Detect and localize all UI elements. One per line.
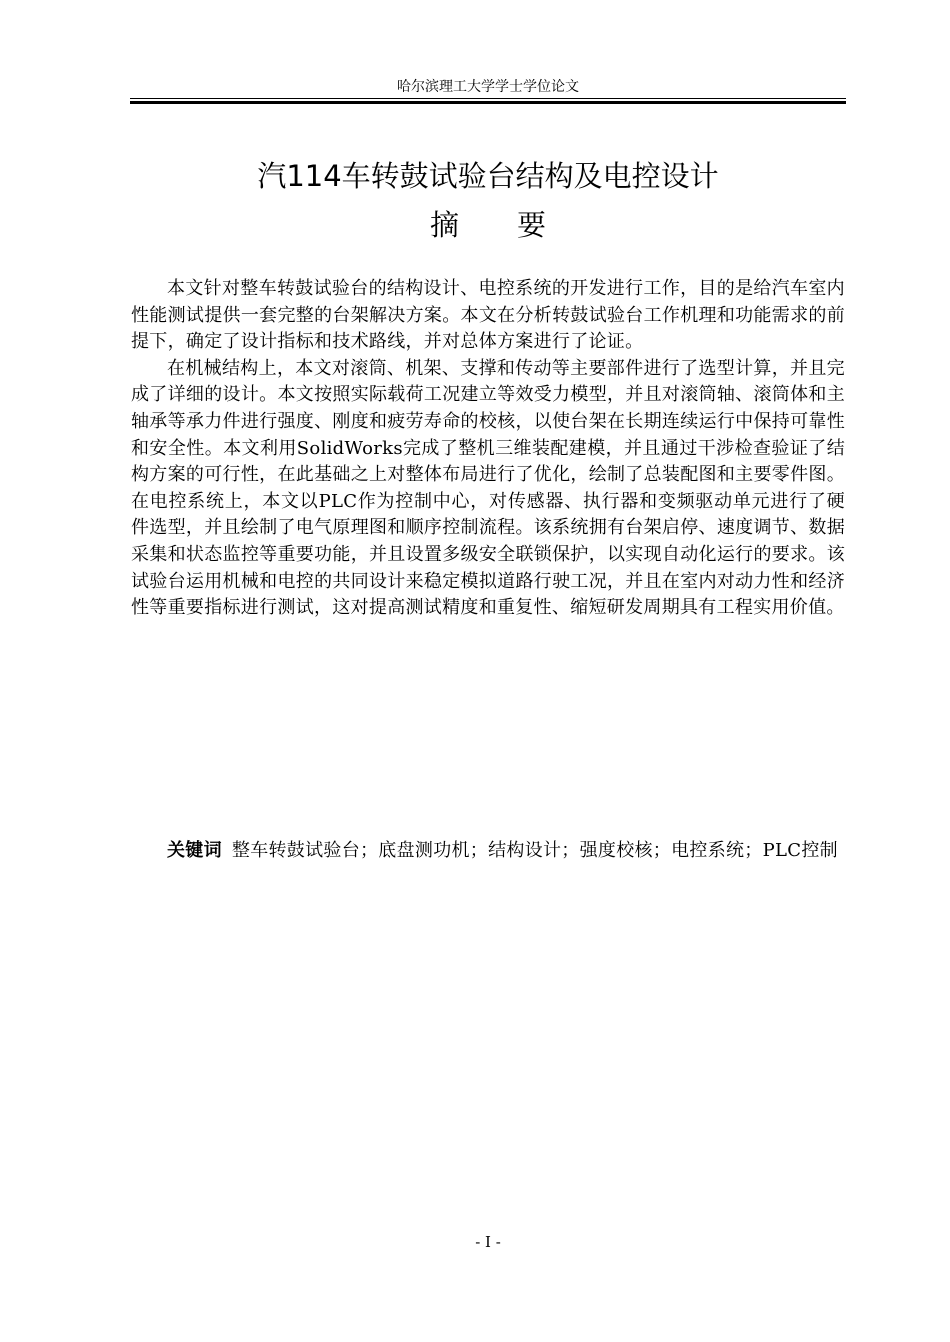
keywords-label: 关键词 — [167, 840, 222, 861]
abstract-paragraph-1: 本文针对整车转鼓试验台的结构设计、电控系统的开发进行工作，目的是给汽车室内性能测试提供一套完整的台架解决方案。本文在分析转鼓试验台工作机理和功能需求的前提下，确定了设计指标和技术路线，并对总体方案进行了论证。 — [131, 278, 845, 353]
abstract-paragraph-2: 在机械结构上，本文对滚筒、机架、支撑和传动等主要部件进行了选型计算，并且完成了详细的设计。本文按照实际载荷工况建立等效受力模型，并且对滚筒轴、滚筒体和主轴承等承力件进行强度、刚度和疲劳寿命的校核，以使台架在长期连续运行中保持可靠性和安全性。本文利用SolidWorks完成了整机三维装配建模，并且通过干涉检查验证了结构方案的可行性，在此基础之上对整体布局进行了优化，绘制了总装配图和主要零件图。在电控系统上，本文以PLC作为控制中心，对传感器、执行器和变频驱动单元进行了硬件选型，并且绘制了电气原理图和顺序控制流程。该系统拥有台架启停、速度调节、数据采集和状态监控等重要功能，并且设置多级安全联锁保护，以实现自动化运行的要求。该试验台运用机械和电控的共同设计来稳定模拟道路行驶工况，并且在室内对动力性和经济性等重要指标进行测试，这对提高测试精度和重复性、缩短研发周期具有工程实用价值。 — [131, 357, 845, 619]
page-number: - I - — [475, 1233, 501, 1251]
keywords-block — [131, 837, 845, 865]
keywords-text: 整车转鼓试验台；底盘测功机；结构设计；强度校核；电控系统；PLC控制 — [231, 840, 838, 861]
abstract-heading: 摘 要 — [429, 208, 546, 242]
thesis-title: 汽114车转鼓试验台结构及电控设计 — [257, 159, 719, 193]
header-rule-thin — [130, 98, 846, 99]
running-header: 哈尔滨理工大学学士学位论文 — [397, 79, 579, 95]
abstract-body — [131, 276, 845, 622]
header-rule-thick — [130, 101, 846, 104]
